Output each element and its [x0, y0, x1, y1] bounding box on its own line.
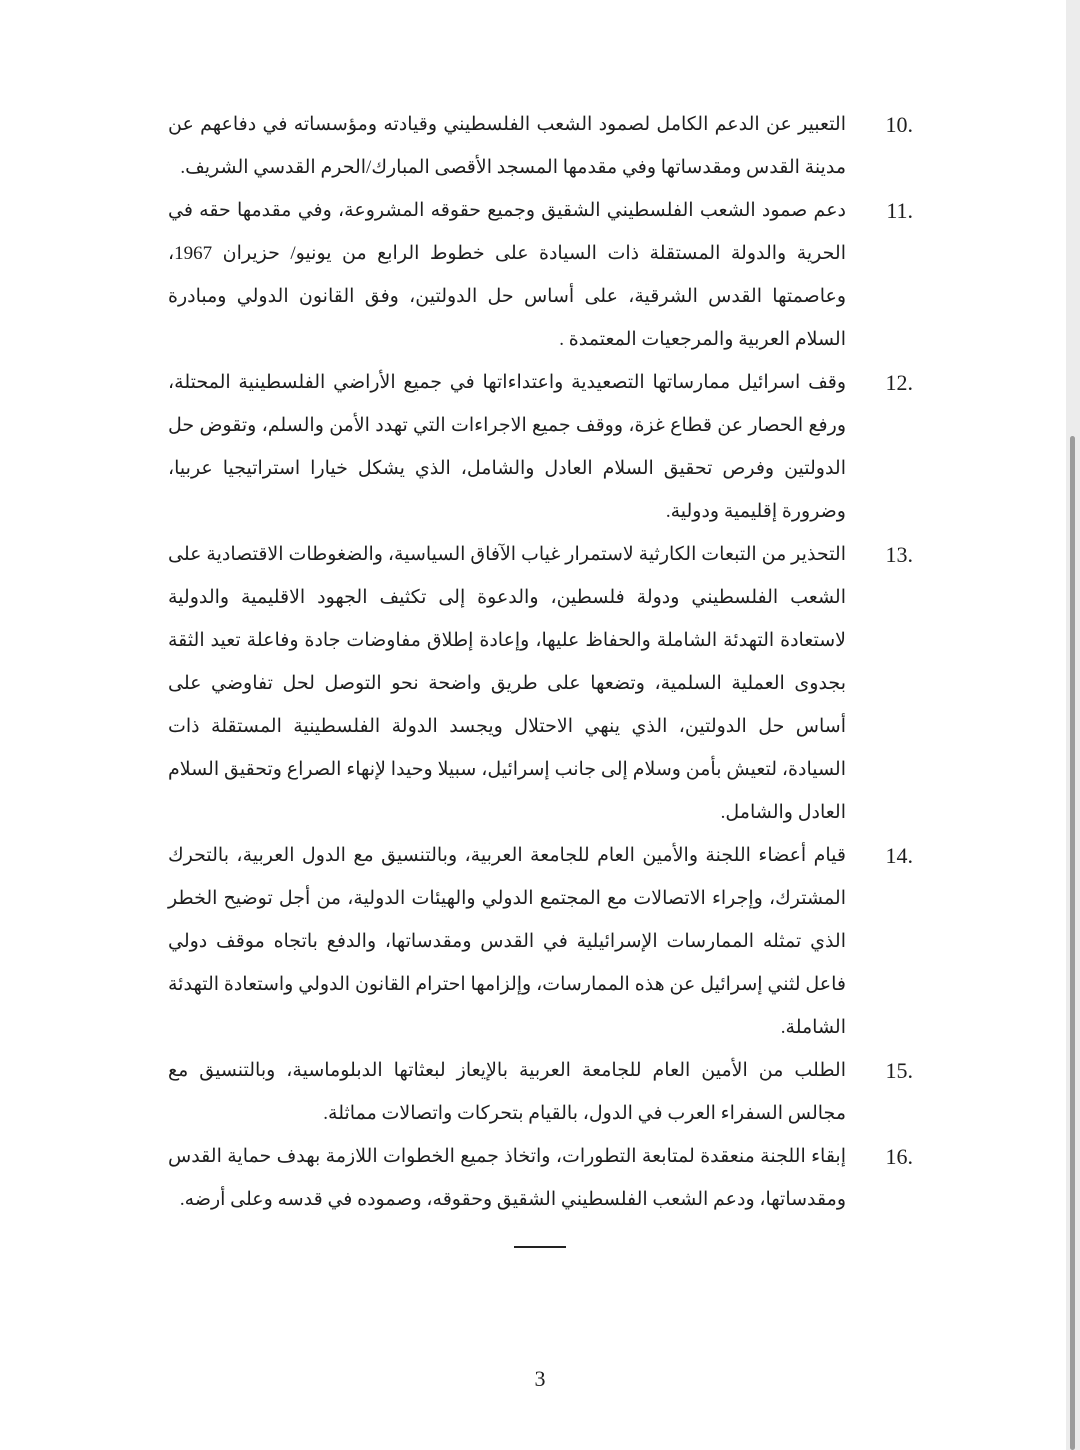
list-item	[168, 834, 913, 1049]
item-text: الطلب من الأمين العام للجامعة العربية بالإيعاز لبعثاتها الدبلوماسية، وبالتنسيق مع مجالس السفراء العرب في الدول، بالقيام بتحركات واتصالات مماثلة.	[168, 1060, 846, 1124]
list-item	[168, 1135, 913, 1221]
list-item	[168, 361, 913, 533]
list-item	[168, 533, 913, 834]
item-text: دعم صمود الشعب الفلسطيني الشقيق وجميع حقوقه المشروعة، وفي مقدمها حقه في الحرية والدولة المستقلة ذات السيادة على خطوط الرابع من يونيو/ حزيران 1967، وعاصمتها القدس الشرقية، على أساس حل الدولتين، وفق القانون الدولي ومبادرة السلام العربية والمرجعيات المعتمدة .	[168, 200, 846, 350]
item-number: 15.	[885, 1058, 913, 1083]
list-item	[168, 1049, 913, 1135]
item-number: 11.	[886, 198, 913, 223]
item-number: 13.	[885, 542, 913, 567]
page-number: 3	[534, 1366, 546, 1391]
scrollbar-thumb[interactable]	[1070, 436, 1075, 1450]
end-divider	[514, 1246, 566, 1248]
list-item	[168, 189, 913, 361]
item-number: 12.	[885, 370, 913, 395]
resolution-list	[168, 103, 913, 1221]
vertical-scrollbar[interactable]	[1066, 0, 1080, 1450]
item-text: وقف اسرائيل ممارساتها التصعيدية واعتداءاتها في جميع الأراضي الفلسطينية المحتلة، ورفع الحصار عن قطاع غزة، ووقف جميع الاجراءات التي تهدد الأمن والسلم، وتقوض حل الدولتين وفرص تحقيق السلام العادل والشامل، الذي يشكل خيارا استراتيجيا عربيا، وضرورة إقليمية ودولية.	[168, 372, 846, 522]
item-number: 14.	[885, 843, 913, 868]
item-text: إبقاء اللجنة منعقدة لمتابعة التطورات، واتخاذ جميع الخطوات اللازمة بهدف حماية القدس ومقدساتها، ودعم الشعب الفلسطيني الشقيق وحقوقه، وصموده في قدسه وعلى أرضه.	[168, 1146, 846, 1210]
item-text: التعبير عن الدعم الكامل لصمود الشعب الفلسطيني وقيادته ومؤسساته في دفاعهم عن مدينة القدس ومقدساتها وفي مقدمها المسجد الأقصى المبارك/الحرم القدسي الشريف.	[168, 114, 846, 178]
item-number: 16.	[885, 1144, 913, 1169]
list-item	[168, 103, 913, 189]
item-number: 10.	[885, 112, 913, 137]
item-text: قيام أعضاء اللجنة والأمين العام للجامعة العربية، وبالتنسيق مع الدول العربية، بالتحرك المشترك، وإجراء الاتصالات مع المجتمع الدولي والهيئات الدولية، من أجل توضيح الخطر الذي تمثله الممارسات الإسرائيلية في القدس ومقدساتها، والدفع باتجاه موقف دولي فاعل لثني إسرائيل عن هذه الممارسات، وإلزامها احترام القانون الدولي واستعادة التهدئة الشاملة.	[168, 845, 846, 1038]
item-text: التحذير من التبعات الكارثية لاستمرار غياب الآفاق السياسية، والضغوطات الاقتصادية على الشعب الفلسطيني ودولة فلسطين، والدعوة إلى تكثيف الجهود الاقليمية والدولية لاستعادة التهدئة الشاملة والحفاظ عليها، وإعادة إطلاق مفاوضات جادة وفاعلة تعيد الثقة بجدوى العملية السلمية، وتضعها على طريق واضحة نحو التوصل لحل تفاوضي على أساس حل الدولتين، الذي ينهي الاحتلال ويجسد الدولة الفلسطينية المستقلة ذات السيادة، لتعيش بأمن وسلام إلى جانب إسرائيل، سبيلا وحيدا لإنهاء الصراع وتحقيق السلام العادل والشامل.	[168, 544, 846, 823]
